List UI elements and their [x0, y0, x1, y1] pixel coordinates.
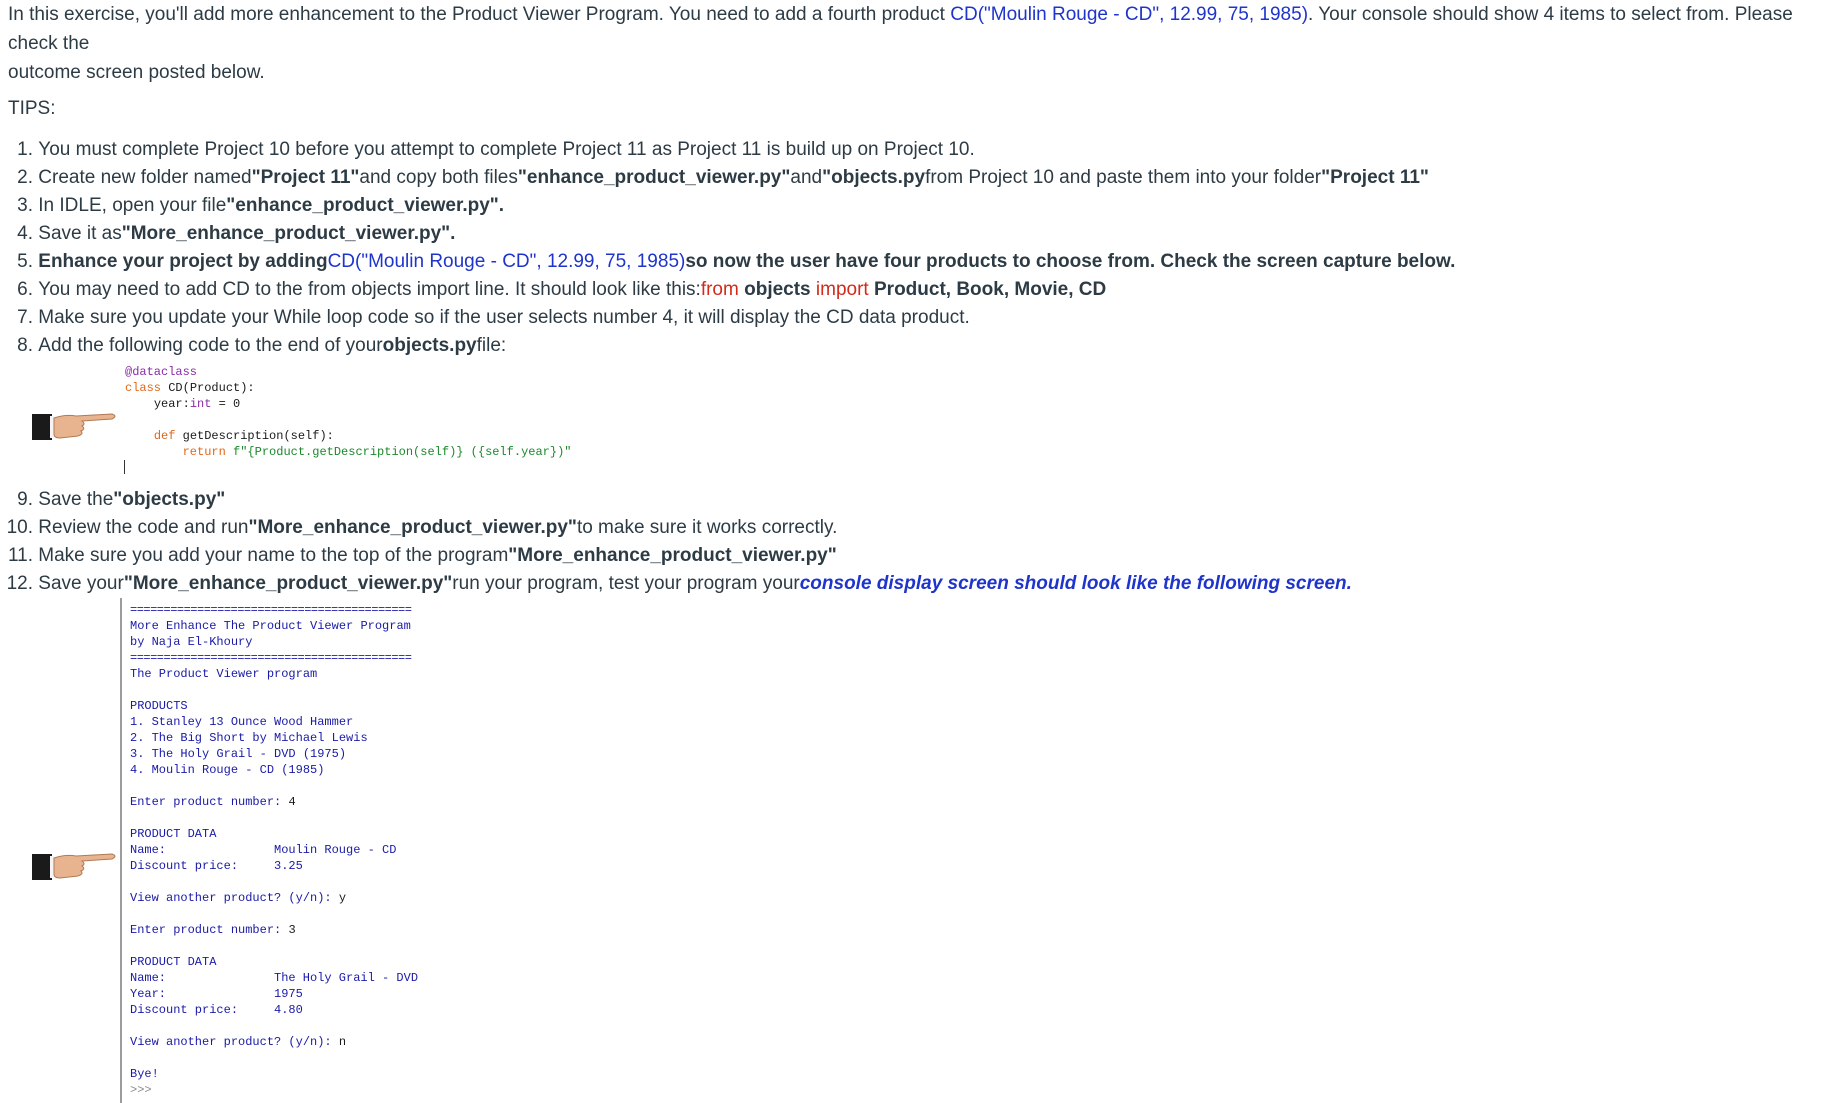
- console-value: The Holy Grail - DVD: [274, 971, 419, 985]
- step-5: [0, 248, 1780, 276]
- step-4: [0, 220, 1780, 248]
- code-string: f"{Product.getDescription(self)} ({self.year})": [225, 445, 572, 459]
- console-label: Discount price:: [130, 1003, 239, 1017]
- step-1: [0, 136, 1780, 164]
- step-text-bold: "More_enhance_product_viewer.py": [123, 573, 453, 594]
- console-line: [130, 986, 418, 1002]
- console-line: 3. The Holy Grail - DVD (1975): [130, 747, 347, 761]
- console-label: Name:: [130, 971, 167, 985]
- console-value: 4.80: [274, 1003, 303, 1017]
- step-12: [0, 570, 1780, 598]
- step-number: 12.: [6, 573, 33, 594]
- console-line: 1. Stanley 13 Ounce Wood Hammer: [130, 715, 354, 729]
- console-line: [130, 890, 418, 906]
- console-content: [130, 602, 418, 1098]
- code-text: year:: [153, 397, 190, 411]
- step-number: 5.: [17, 251, 33, 272]
- code-keyword: class: [125, 381, 162, 395]
- code-decorator: @dataclass: [125, 365, 198, 379]
- intro-paragraph: [8, 0, 1808, 87]
- step-text-bold: Enhance your project by adding: [38, 251, 328, 272]
- code-snippet: [125, 364, 571, 460]
- keyword-from: from: [700, 279, 739, 300]
- step-text-bold: objects: [744, 279, 811, 300]
- step-text: from Project 10 and paste them into your folder: [925, 167, 1322, 188]
- intro-text-1: In this exercise, you'll add more enhancement to the Product Viewer Program. You need to add a fourth product: [8, 4, 951, 25]
- step-text: You may need to add CD to the from objects import line. It should look like this:: [38, 279, 701, 300]
- step-number: 10.: [6, 517, 33, 538]
- pointing-hand-icon: [32, 406, 117, 442]
- step-number: 2.: [17, 167, 33, 188]
- step-6: [0, 276, 1780, 304]
- console-line: PRODUCTS: [130, 699, 188, 713]
- console-line: [130, 842, 418, 858]
- console-line: PRODUCT DATA: [130, 955, 217, 969]
- console-line: [130, 922, 418, 938]
- step-7: [0, 304, 1780, 332]
- step-11: [0, 542, 1780, 570]
- step-text-bold: objects.py: [382, 335, 477, 356]
- code-line: [125, 396, 571, 412]
- console-line: More Enhance The Product Viewer Program: [130, 619, 411, 633]
- intro-text-2: . Your console should show 4 items to select from. Please check the: [8, 4, 1793, 54]
- keyword-import: import: [815, 279, 869, 300]
- step-text: run your program, test your program your: [452, 573, 800, 594]
- step-text-bold: "objects.py": [113, 489, 226, 510]
- console-value: 1975: [274, 987, 303, 1001]
- steps-list-2: [0, 486, 1780, 598]
- code-line: [125, 364, 571, 380]
- console-prompt: View another product? (y/n):: [130, 1035, 339, 1049]
- code-keyword: def: [153, 429, 176, 443]
- step-text: Make sure you add your name to the top of the program: [38, 545, 509, 566]
- step-text: Save your: [38, 573, 124, 594]
- step-cd-text: CD("Moulin Rouge - CD", 12.99, 75, 1985): [327, 251, 686, 272]
- step-text-bold: "Project 11": [1321, 167, 1429, 188]
- code-line: [125, 380, 571, 396]
- console-shell-prompt: >>>: [130, 1083, 152, 1097]
- step-text-bold: so now the user have four products to choose from. Check the screen capture below.: [685, 251, 1456, 272]
- step-text: Save the: [38, 489, 114, 510]
- step-console-note: console display screen should look like the following screen.: [799, 573, 1352, 594]
- console-prompt: View another product? (y/n):: [130, 891, 339, 905]
- step-text-bold: "Project 11": [251, 167, 360, 188]
- step-10: [0, 514, 1780, 542]
- code-line: [125, 444, 571, 460]
- console-input: y: [338, 891, 347, 905]
- step-text: Save it as: [38, 223, 122, 244]
- step-number: 4.: [17, 223, 33, 244]
- steps-list: [0, 136, 1780, 360]
- step-text: file:: [476, 335, 507, 356]
- step-3: [0, 192, 1780, 220]
- console-line: PRODUCT DATA: [130, 827, 217, 841]
- step-number: 6.: [17, 279, 33, 300]
- step-number: 8.: [17, 335, 33, 356]
- step-9: [0, 486, 1780, 514]
- code-text: = 0: [211, 397, 241, 411]
- code-text: getDescription(self):: [175, 429, 334, 443]
- console-label: Discount price:: [130, 859, 239, 873]
- step-text: to make sure it works correctly.: [576, 517, 838, 538]
- step-text: You must complete Project 10 before you attempt to complete Project 11 as Project 11 is build up on Project 10.: [38, 139, 975, 160]
- console-line: [130, 970, 418, 986]
- step-number: 9.: [17, 489, 33, 510]
- step-text-bold: "More_enhance_product_viewer.py".: [121, 223, 456, 244]
- step-text: and: [790, 167, 823, 188]
- step-text: and copy both files: [359, 167, 518, 188]
- console-separator: ==========================================: [130, 603, 412, 617]
- code-line: [125, 428, 571, 444]
- step-text: Add the following code to the end of your: [38, 335, 383, 356]
- step-number: 3.: [17, 195, 33, 216]
- step-text: Make sure you update your While loop code so if the user selects number 4, it will display the CD data product.: [38, 307, 970, 328]
- console-line: by Naja El-Khoury: [130, 635, 253, 649]
- console-line: [130, 794, 418, 810]
- console-line: 2. The Big Short by Michael Lewis: [130, 731, 368, 745]
- intro-text-3: outcome screen posted below.: [8, 62, 265, 83]
- step-text: Create new folder named: [38, 167, 252, 188]
- step-number: 1.: [17, 139, 33, 160]
- console-value: 3.25: [274, 859, 303, 873]
- step-number: 11.: [7, 545, 33, 566]
- code-keyword: return: [182, 445, 226, 459]
- code-text: CD(Product):: [161, 381, 255, 395]
- console-prompt: Enter product number:: [130, 923, 289, 937]
- step-text-bold: "objects.py: [822, 167, 926, 188]
- console-label: Year:: [130, 987, 167, 1001]
- console-input: n: [338, 1035, 347, 1049]
- console-line: [130, 1002, 418, 1018]
- step-text: In IDLE, open your file: [38, 195, 227, 216]
- console-line: [130, 858, 418, 874]
- pointing-hand-icon: [32, 846, 117, 882]
- console-separator: ==========================================: [130, 651, 412, 665]
- console-line: [130, 1034, 418, 1050]
- step-text: Review the code and run: [38, 517, 249, 538]
- console-line: Bye!: [130, 1067, 159, 1081]
- step-text-bold: "More_enhance_product_viewer.py": [248, 517, 577, 538]
- console-line: The Product Viewer program: [130, 667, 318, 681]
- console-output: [120, 598, 622, 1103]
- step-text-bold: "More_enhance_product_viewer.py": [508, 545, 837, 566]
- console-input: 4: [288, 795, 296, 809]
- text-cursor: [124, 460, 125, 474]
- step-2: [0, 164, 1780, 192]
- console-input: 3: [288, 923, 296, 937]
- code-type: int: [189, 397, 212, 411]
- step-text-bold: Product, Book, Movie, CD: [874, 279, 1107, 300]
- console-line: 4. Moulin Rouge - CD (1985): [130, 763, 325, 777]
- step-number: 7.: [17, 307, 33, 328]
- step-8: [0, 332, 1780, 360]
- step-text-bold: "enhance_product_viewer.py": [517, 167, 791, 188]
- code-line: [125, 412, 571, 428]
- console-prompt: Enter product number:: [130, 795, 289, 809]
- intro-cd-text: CD("Moulin Rouge - CD", 12.99, 75, 1985): [950, 4, 1309, 25]
- console-value: Moulin Rouge - CD: [274, 843, 397, 857]
- tips-heading: TIPS:: [8, 98, 56, 119]
- console-label: Name:: [130, 843, 167, 857]
- step-text-bold: "enhance_product_viewer.py".: [226, 195, 505, 216]
